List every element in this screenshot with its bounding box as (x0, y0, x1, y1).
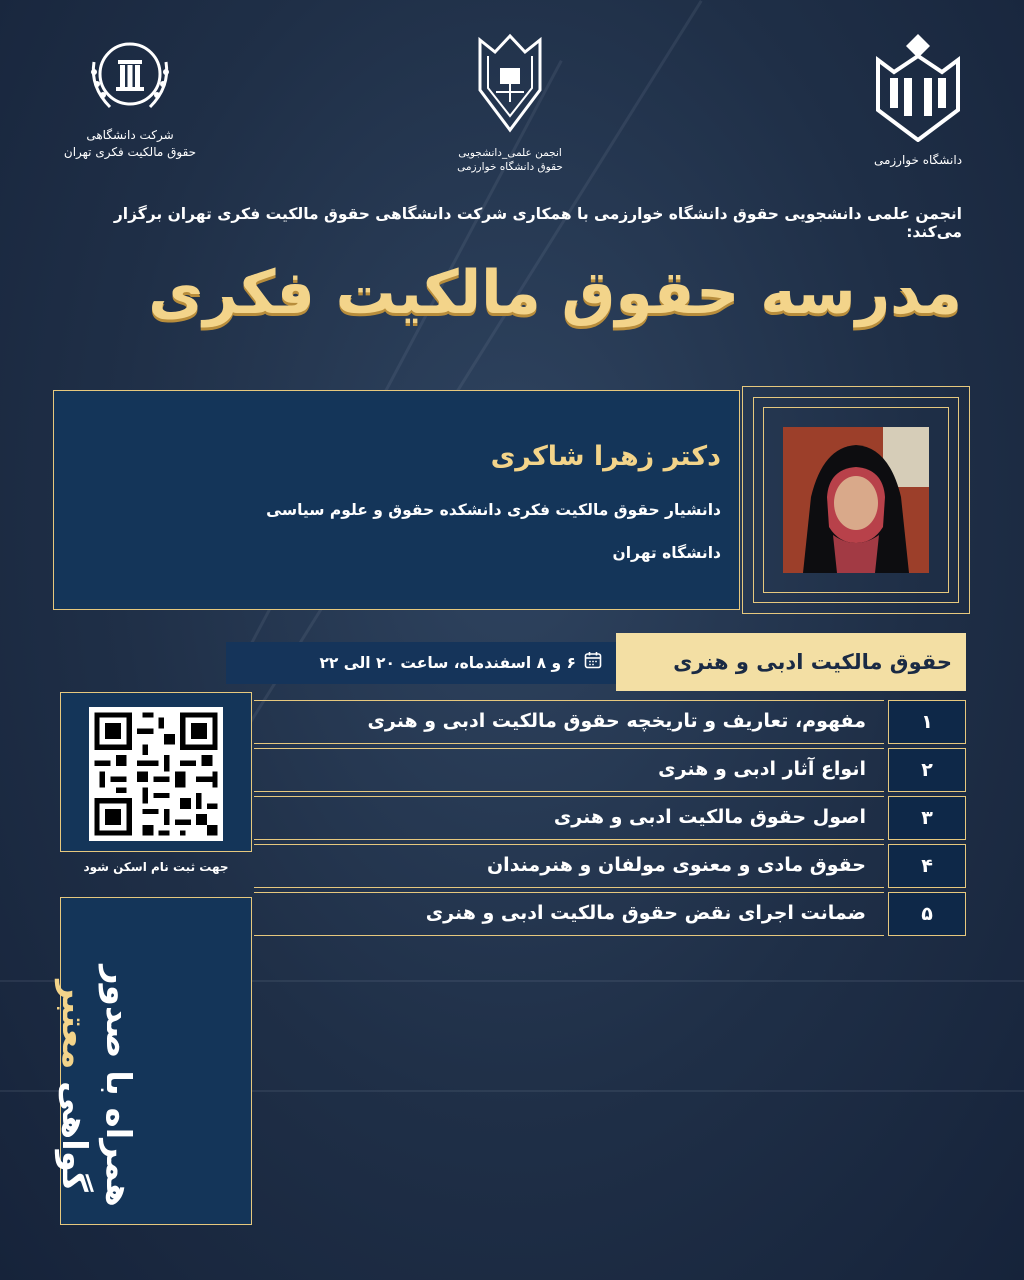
session-title: مفهوم، تعاریف و تاریخچه حقوق مالکیت ادبی و هنری (254, 700, 884, 744)
speaker-name: دکتر زهرا شاکری (490, 441, 721, 472)
calendar-icon (584, 643, 602, 685)
session-row (254, 844, 966, 888)
speaker-university: دانشگاه تهران (612, 544, 721, 562)
scales-emblem-icon (470, 30, 550, 136)
speaker-photo-frame (742, 386, 970, 614)
certificate-line2a: گواهی (54, 1081, 94, 1192)
session-title: اصول حقوق مالکیت ادبی و هنری (254, 796, 884, 840)
schedule-bar (226, 642, 616, 684)
intro-text: انجمن علمی دانشجویی حقوق دانشگاه خوارزمی با همکاری شرکت دانشگاهی حقوق مالکیت فکری تهران برگزار می‌کند: (113, 205, 962, 241)
scan-label: جهت ثبت نام اسکن شود (83, 860, 229, 874)
session-row (254, 892, 966, 936)
logo-caption: حقوق مالکیت فکری تهران (63, 145, 197, 159)
logo-ip-company (40, 32, 220, 161)
logo-caption: دانشگاه خوارزمی (873, 153, 963, 167)
page-title: مدرسه حقوق مالکیت فکری (148, 258, 962, 328)
laurel-pillar-icon (80, 32, 180, 117)
session-number: ۴ (888, 844, 966, 888)
certificate-line2b: معتبر (54, 980, 94, 1070)
speaker-role: دانشیار حقوق مالکیت فکری دانشکده حقوق و علوم سیاسی (266, 501, 721, 519)
logo-caption: شرکت دانشگاهی (86, 128, 174, 142)
logo-law-association (440, 30, 580, 174)
session-row (254, 700, 966, 744)
kharazmi-emblem-icon (870, 30, 966, 142)
session-title: ضمانت اجرای نقض حقوق مالکیت ادبی و هنری (254, 892, 884, 936)
qr-panel (60, 692, 252, 852)
logo-caption: انجمن علمی_دانشجویی (458, 147, 562, 159)
speaker-photo (783, 427, 929, 573)
session-row (254, 796, 966, 840)
course-topic: حقوق مالکیت ادبی و هنری (616, 633, 966, 691)
schedule-text: ۶ و ۸ اسفندماه، ساعت ۲۰ الی ۲۲ (319, 654, 576, 672)
logo-kharazmi-university (856, 30, 980, 169)
speaker-panel (53, 390, 740, 610)
certificate-line1: همراه با صدور (98, 965, 138, 1207)
registration-qr-code[interactable] (89, 707, 223, 841)
session-number: ۲ (888, 748, 966, 792)
session-number: ۵ (888, 892, 966, 936)
certificate-text (52, 936, 140, 1236)
session-number: ۳ (888, 796, 966, 840)
session-row (254, 748, 966, 792)
session-number: ۱ (888, 700, 966, 744)
session-title: حقوق مادی و معنوی مولفان و هنرمندان (254, 844, 884, 888)
logo-caption: حقوق دانشگاه خوارزمی (457, 161, 563, 173)
session-title: انواع آثار ادبی و هنری (254, 748, 884, 792)
